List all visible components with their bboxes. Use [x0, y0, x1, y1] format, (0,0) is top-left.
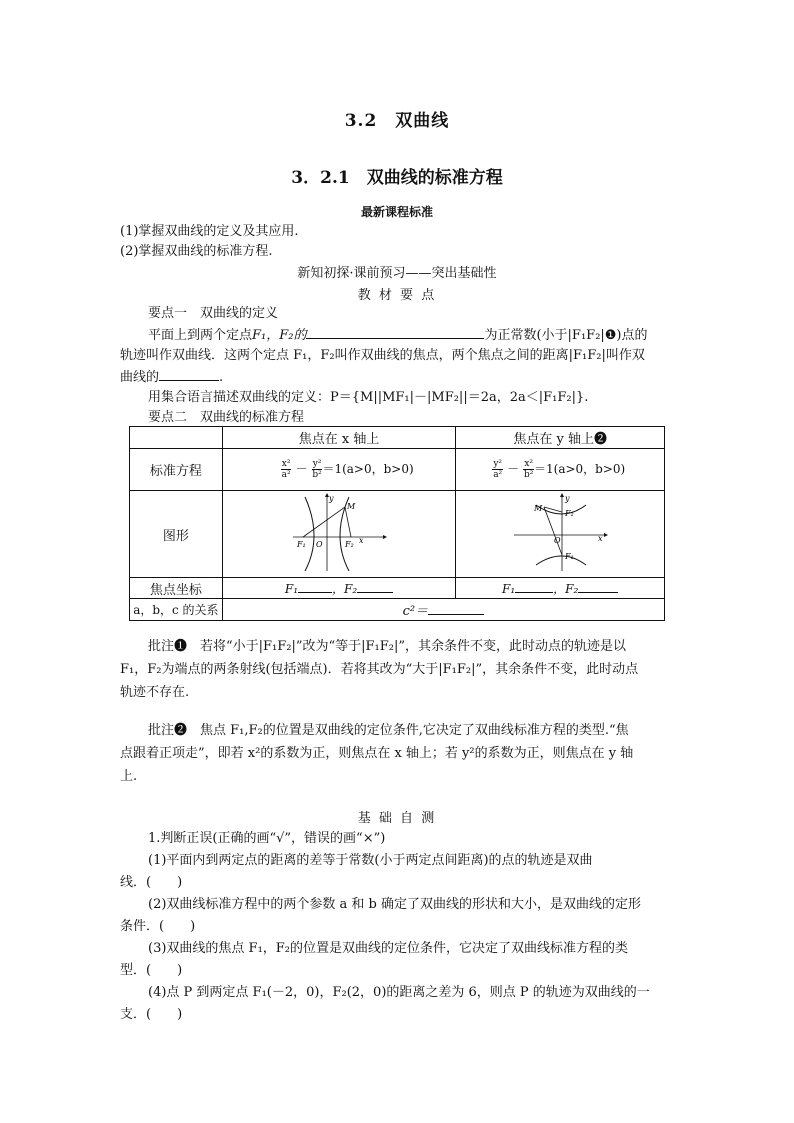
note2-line-3: 上. — [120, 769, 138, 784]
table-row-graph — [130, 491, 665, 578]
set-definition: 用集合语言描述双曲线的定义：P＝{M||MF₁|－|MF₂||＝2a，2a＜|F₁F₂|}. — [148, 390, 589, 405]
graph-y-ylabel: y — [565, 494, 570, 503]
definition-end: . — [219, 370, 224, 385]
left-branch — [305, 497, 314, 571]
point1-title: 要点一 双曲线的定义 — [148, 306, 279, 321]
graph-x-F1: F₁ — [297, 540, 306, 549]
foci-y-f1: F₁ — [502, 582, 516, 596]
row-label-equation: 标准方程 — [130, 449, 223, 491]
question-1: 1.判断正误(正确的画“√”，错误的画“×”) — [148, 831, 386, 846]
relation-cell — [222, 599, 664, 621]
focal-line-2 — [345, 507, 351, 537]
table-row-relation — [130, 599, 665, 621]
hyperbola-y-graph — [510, 491, 610, 573]
foci-x-blank-2 — [357, 579, 393, 593]
definition-line-3 — [120, 367, 675, 388]
graph-y-xlabel: x — [598, 534, 603, 543]
section-title: 3.2 双曲线 — [344, 111, 450, 131]
eq-x-den1: a² — [281, 470, 291, 480]
lower-branch — [536, 556, 586, 565]
item-3-line-1: (3)双曲线的焦点 F₁，F₂的位置是双曲线的定位条件，它决定了双曲线标准方程的类 — [148, 941, 629, 956]
graph-x-O: O — [316, 540, 323, 549]
definition-text-c: 曲线的 — [120, 370, 160, 385]
definition-line-2: 轨迹叫作双曲线．这两个定点 F₁，F₂叫作双曲线的焦点，两个焦点之间的距离|F₁F₂|叫作双 — [120, 348, 645, 363]
graph-x-M: M — [347, 502, 356, 511]
graph-y-F2: F₂ — [565, 509, 574, 518]
point2-title: 要点二 双曲线的标准方程 — [148, 410, 305, 425]
graph-x-F2: F₂ — [345, 540, 354, 549]
standard-item-2: (2)掌握双曲线的标准方程. — [120, 244, 273, 259]
eq-y-tail: ＝1(a>0，b>0) — [534, 462, 626, 476]
row-label-foci: 焦点坐标 — [130, 578, 223, 599]
equation-x: $\frac{\text{x²}}{\text{a²}}$ － $\frac{\text{y²}}{\text{b²}}$ ＝1(a>0，b>0) — [222, 449, 456, 491]
foci-x-blank-1 — [298, 579, 332, 593]
materials-heading: 教 材 要 点 — [357, 288, 437, 303]
eq-y-num1: y² — [493, 459, 503, 469]
eq-x-tail: ＝1(a>0，b>0) — [322, 462, 414, 476]
upper-branch — [536, 505, 586, 514]
preview-banner: 新知初探·课前预习——突出基础性 — [297, 266, 497, 281]
graph-x-xlabel: x — [359, 536, 364, 545]
graph-x-ylabel: y — [329, 494, 334, 503]
note2-line-1: 批注❷ 焦点 F₁,F₂的位置是双曲线的定位条件,它决定了双曲线标准方程的类型.“焦 — [148, 723, 629, 738]
foci-y-f2: ，F₂ — [553, 582, 579, 596]
foci-x-f2: ，F₂ — [332, 582, 358, 596]
note1-line-1: 批注❶ 若将“小于|F₁F₂|”改为“等于|F₁F₂|”，其余条件不变，此时动点的轨迹是以 — [148, 639, 627, 654]
header-foci-y: 焦点在 y 轴上❷ — [456, 427, 665, 449]
eq-x-num1: x² — [281, 459, 291, 469]
graph-y-F1: F₁ — [565, 552, 574, 561]
header-foci-x: 焦点在 x 轴上 — [222, 427, 456, 449]
standards-heading: 最新课程标准 — [360, 205, 433, 219]
table-corner — [130, 427, 223, 449]
graph-y-M: M — [534, 504, 543, 513]
graph-y-cell — [456, 491, 665, 578]
row-label-relation: a，b，c 的关系 — [130, 599, 223, 621]
item-2-line-1: (2)双曲线标准方程中的两个参数 a 和 b 确定了双曲线的形状和大小，是双曲线的定形 — [148, 897, 642, 912]
graph-y-O: O — [554, 536, 561, 545]
standard-item-1: (1)掌握双曲线的定义及其应用. — [120, 224, 299, 239]
definition-text-a: 平面上到两个定点 — [148, 328, 253, 343]
item-4-line-1: (4)点 P 到两定点 F₁(－2，0)，F₂(2，0)的距离之差为 6，则点 P 的轨迹为双曲线的一 — [148, 985, 650, 1000]
definition-foci: F₁，F₂的 — [252, 328, 307, 343]
eq-x-den2: b² — [312, 470, 322, 480]
table-header-row — [130, 427, 665, 449]
focal-line-1 — [303, 507, 345, 537]
relation-text: c²＝ — [402, 604, 429, 619]
table-row-foci — [130, 578, 665, 599]
eq-y-num2: x² — [524, 459, 534, 469]
note1-line-3: 轨迹不存在. — [120, 685, 190, 700]
foci-x-f1: F₁ — [284, 582, 299, 596]
item-1-line-1: (1)平面内到两定点的距离的差等于常数(小于两定点间距离)的点的轨迹是双曲 — [148, 853, 593, 868]
definition-text-b: 为正常数(小于|F₁F₂|❶)点的 — [484, 328, 648, 343]
graph-x-cell — [222, 491, 456, 578]
eq-y-den1: a² — [493, 470, 503, 480]
item-1-line-2: 线．( ) — [120, 875, 183, 890]
note1-line-2: F₁，F₂为端点的两条射线(包括端点)．若将其改为“大于|F₁F₂|”，其余条件不变，此时动点 — [120, 662, 639, 677]
standard-equation-table — [129, 426, 665, 621]
eq-x-num2: y² — [312, 459, 322, 469]
table-row-equation — [130, 449, 665, 491]
definition-blank-1 — [306, 325, 484, 339]
self-test-heading: 基 础 自 测 — [357, 811, 437, 826]
item-2-line-2: 条件．( ) — [120, 919, 196, 934]
foci-y-blank-2 — [578, 579, 618, 593]
definition-line-1 — [148, 325, 703, 346]
item-4-line-2: 支．( ) — [120, 1007, 183, 1022]
hyperbola-x-graph — [289, 491, 389, 573]
eq-y-den2: b² — [523, 470, 534, 480]
definition-blank-2 — [159, 367, 219, 381]
foci-y-blank-1 — [515, 579, 553, 593]
foci-x — [222, 578, 456, 599]
row-label-graph: 图形 — [130, 491, 223, 578]
foci-y — [456, 578, 665, 599]
note2-line-2: 点跟着正项走”，即若 x²的系数为正，则焦点在 x 轴上；若 y²的系数为正，则焦点在 y 轴 — [120, 746, 634, 761]
equation-y: $\frac{\text{y²}}{\text{a²}}$ － $\frac{\text{x²}}{\text{b²}}$ ＝1(a>0，b>0) — [456, 449, 665, 491]
relation-blank — [428, 601, 484, 615]
subsection-title: 3．2.1 双曲线的标准方程 — [291, 168, 503, 188]
item-3-line-2: 型．( ) — [120, 963, 183, 978]
